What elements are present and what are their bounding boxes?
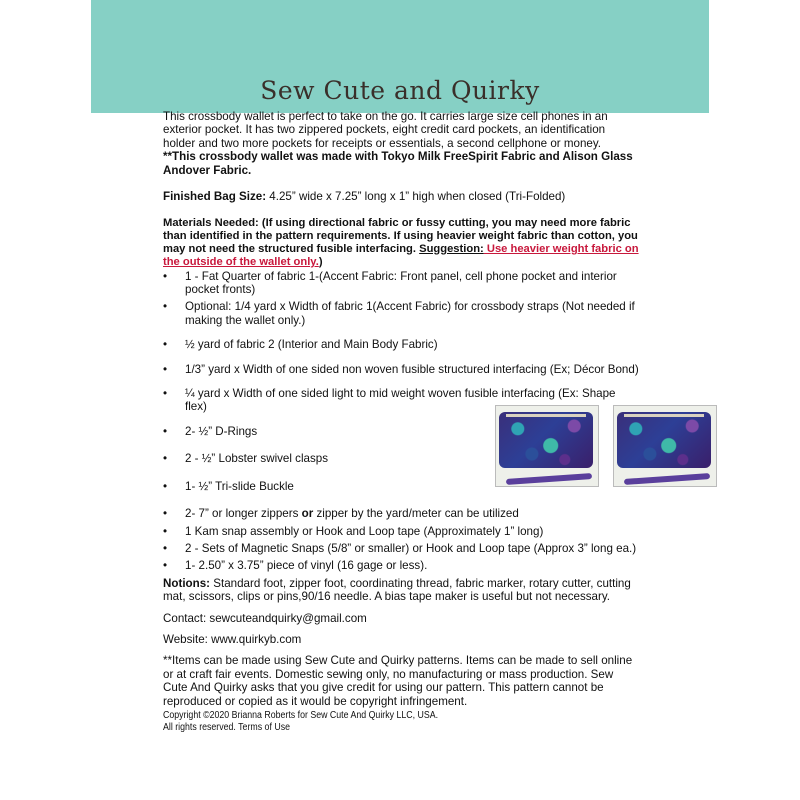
zipper-detail — [624, 414, 704, 417]
finished-size-value: 4.25” wide x 7.25” long x 1” high when closed (Tri-Folded) — [266, 190, 566, 204]
finished-size — [163, 190, 639, 203]
rights-line: All rights reserved. Terms of Use — [163, 721, 290, 733]
notions-text: Standard foot, zipper foot, coordinating thread, fabric marker, rotary cutter, cutting mat, scissors, clips or pins,90/16 needle. A bias tape maker is useful but not necessary. — [163, 576, 631, 604]
intro-fabric-note: **This crossbody wallet was made with Tokyo Milk FreeSpirit Fabric and Alison Glass Andover Fabric. — [163, 150, 633, 177]
list-item: • 1 - Fat Quarter of fabric 1-(Accent Fabric: Front panel, cell phone pocket and interior pocket fronts) — [163, 270, 639, 297]
strap-detail — [624, 473, 710, 485]
brand-title: Sew Cute and Quirky — [260, 76, 540, 105]
zipper-pre: 2- 7” or longer zippers — [185, 507, 302, 521]
wallet-photo-open — [613, 405, 717, 487]
contact-line: Contact: sewcuteandquirky@gmail.com — [163, 611, 367, 625]
finished-size-label: Finished Bag Size: — [163, 190, 267, 204]
copyright-block — [163, 710, 438, 733]
suggestion-text: Use heavier weight fabric on the outside of the wallet only. — [163, 243, 639, 268]
brand-logo — [91, 76, 709, 105]
list-item: • 1- 2.50” x 3.75” piece of vinyl (16 gage or less). — [163, 559, 639, 572]
list-item: • 2- ½” D-Rings — [163, 425, 385, 438]
list-item: • ½ yard of fabric 2 (Interior and Main Body Fabric) — [163, 338, 639, 351]
pattern-page — [91, 0, 709, 800]
zipper-or: or — [301, 507, 314, 521]
list-item: • ¼ yard x Width of one sided light to mid weight woven fusible interfacing (Ex: Shape flex) — [163, 387, 639, 414]
list-item-zipper — [163, 507, 639, 520]
intro-paragraph — [163, 110, 639, 177]
wallet-fabric-image — [617, 412, 711, 468]
materials-heading-text: Materials Needed: (If using directional fabric or fussy cutting, you may need more fabric than identified in the pattern requirements. If using heavier weight fabric than cotton, you may not need the structured fusible interfacing. — [163, 217, 638, 256]
strap-detail — [506, 473, 592, 485]
intro-text: This crossbody wallet is perfect to take on the go. It carries large size cell phones in an exterior pocket. It has two zippered pockets, eight credit card pockets, an identification holder and two more pockets for receipts or essentials, a second cellphone or money. — [163, 110, 608, 150]
list-item: • 1/3” yard x Width of one sided non woven fusible structured interfacing (Ex; Décor Bond) — [163, 363, 639, 376]
product-photos — [495, 405, 717, 485]
wallet-fabric-image — [499, 412, 593, 468]
wallet-photo-closed — [495, 405, 599, 487]
website-line: Website: www.quirkyb.com — [163, 632, 302, 646]
zipper-post: zipper by the yard/meter can be utilized — [313, 507, 519, 521]
zipper-detail — [506, 414, 586, 417]
materials-heading — [163, 217, 639, 268]
copyright-line: Copyright ©2020 Brianna Roberts for Sew Cute And Quirky LLC, USA. — [163, 710, 439, 721]
suggestion-label: Suggestion: — [419, 243, 484, 256]
disclaimer-paragraph: **Items can be made using Sew Cute and Quirky patterns. Items can be made to sell online or at craft fair events. Domestic sewing only, no manufacturing or mass production. Sew Cute And Quirky asks that you give credit for using our pattern. This pattern cannot be reproduced or copied as it would be copyright infringement. — [163, 654, 633, 708]
list-item: • 2 - ½” Lobster swivel clasps — [163, 452, 385, 465]
list-item: • 1 Kam snap assembly or Hook and Loop tape (Approximately 1” long) — [163, 525, 639, 538]
list-item: • 2 - Sets of Magnetic Snaps (5/8” or smaller) or Hook and Loop tape (Approx 3” long ea.) — [163, 542, 639, 555]
list-item: • 1- ½” Tri-slide Buckle — [163, 480, 385, 493]
notions-paragraph — [163, 577, 639, 604]
notions-label: Notions: — [163, 576, 211, 590]
materials-heading-close: ) — [318, 255, 323, 268]
list-item: • Optional: 1/4 yard x Width of fabric 1(Accent Fabric) for crossbody straps (Not needed if making the wallet only.) — [163, 300, 639, 327]
